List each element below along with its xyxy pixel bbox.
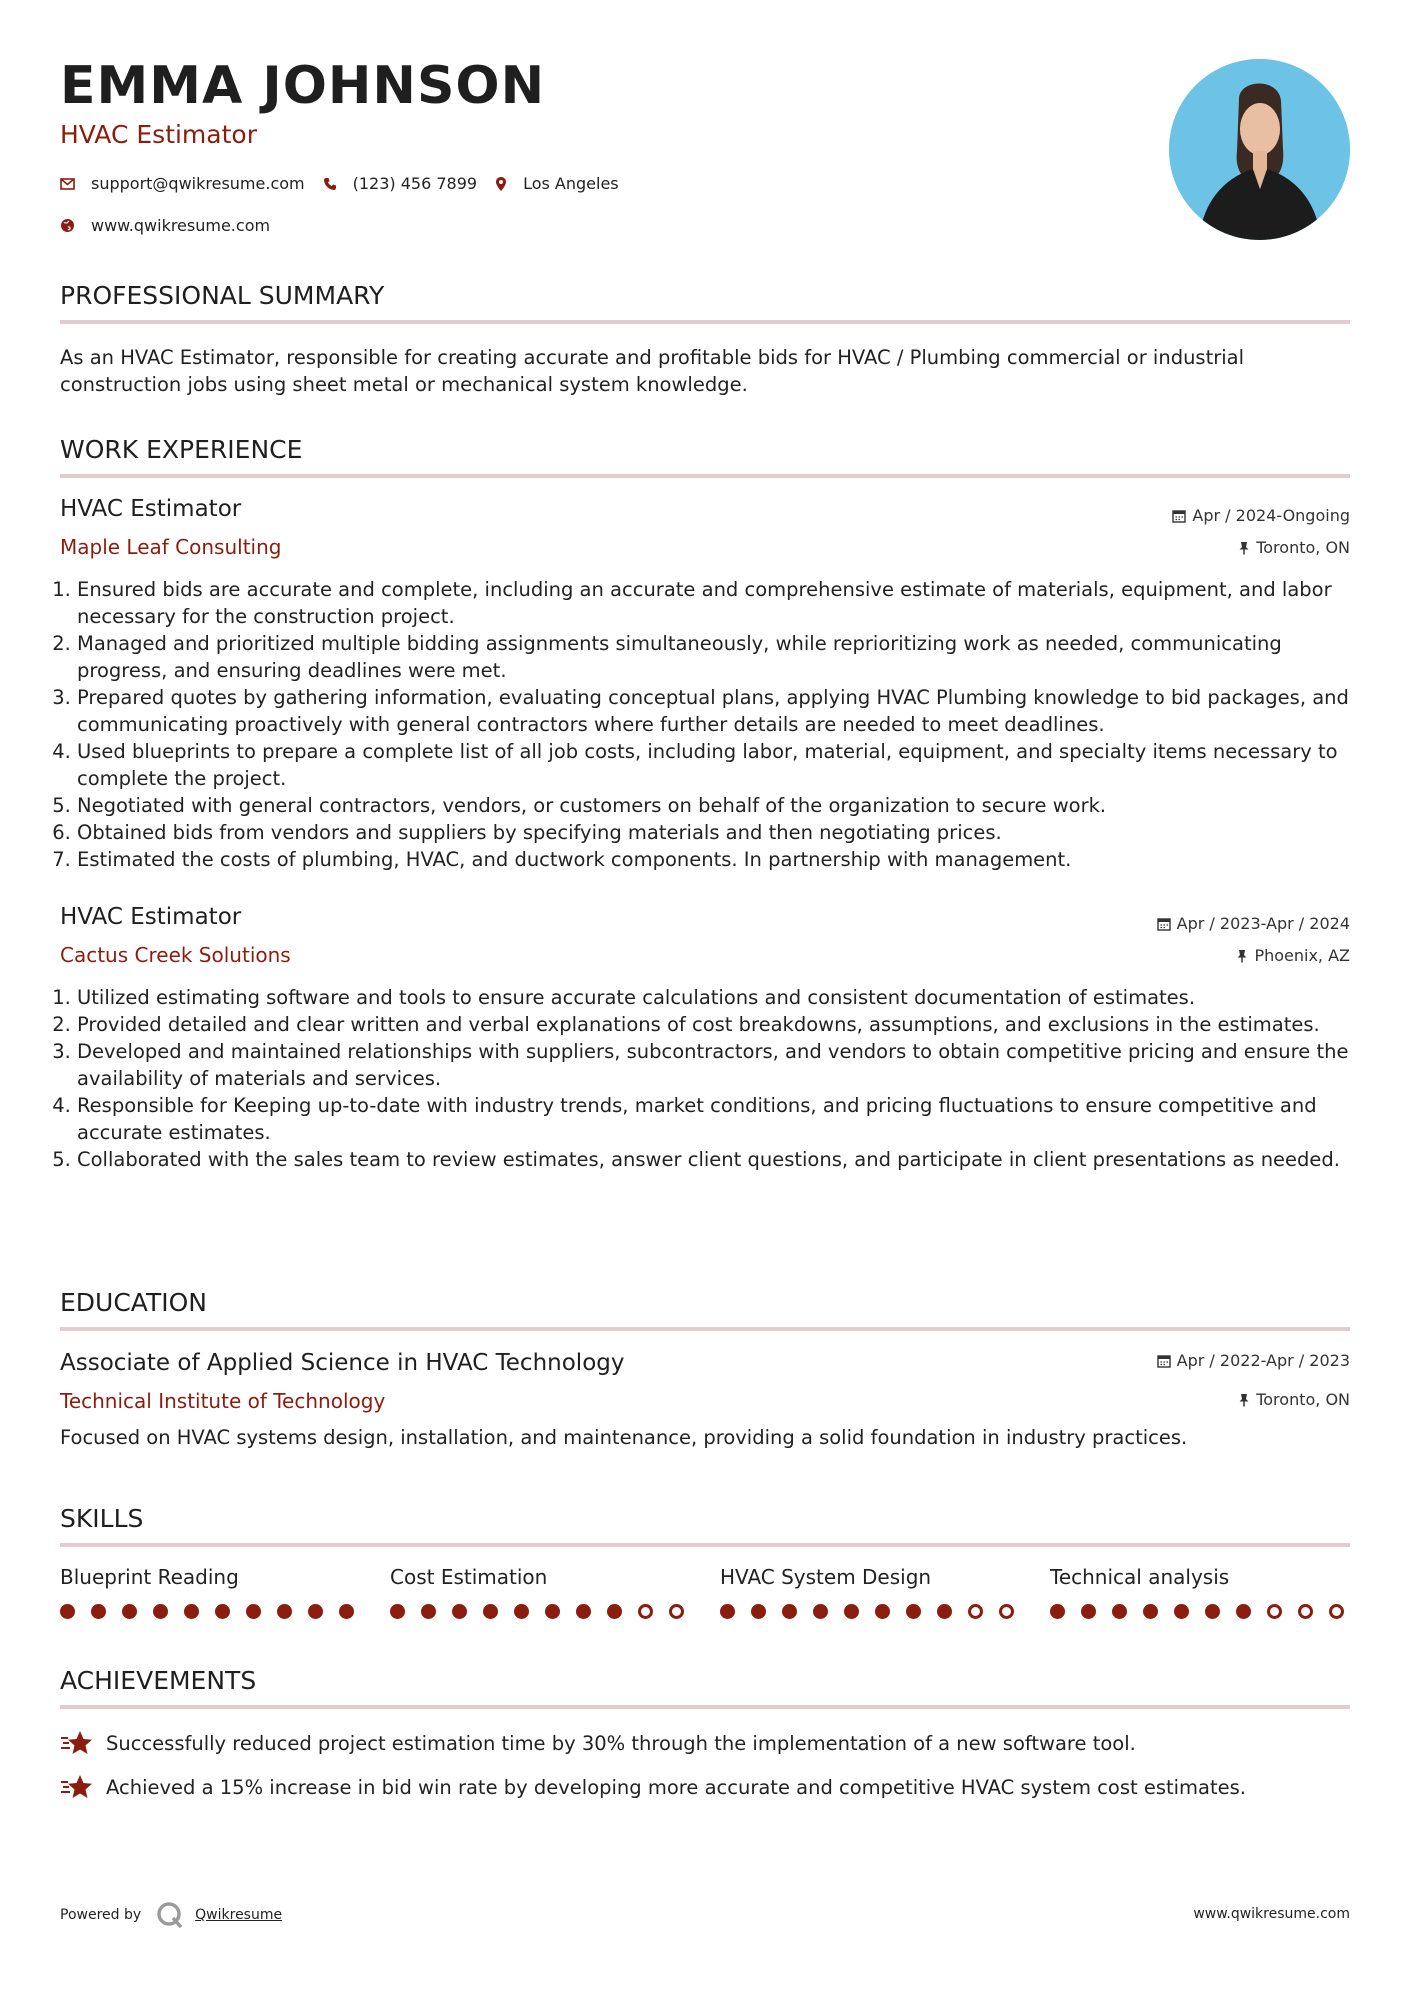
star-icon bbox=[60, 1729, 94, 1757]
list-item: 5. Negotiated with general contractors, vendors, or customers on behalf of the organization to secure work. bbox=[77, 792, 1362, 819]
list-item: 4. Responsible for Keeping up-to-date with industry trends, market conditions, and pricing fluctuations to ensure competitive and accurate estimates. bbox=[77, 1092, 1362, 1146]
job-location bbox=[1236, 946, 1350, 965]
job-location bbox=[1238, 538, 1350, 557]
company-name: Cactus Creek Solutions bbox=[60, 943, 291, 967]
skill-dot-filled bbox=[1236, 1604, 1251, 1619]
list-item: 5. Collaborated with the sales team to review estimates, answer client questions, and participate in client presentations as needed. bbox=[77, 1146, 1362, 1173]
skill-rating bbox=[720, 1604, 1020, 1619]
achievement-item bbox=[60, 1729, 1136, 1757]
skill-name: HVAC System Design bbox=[720, 1565, 932, 1589]
footer-powered-by bbox=[60, 1900, 282, 1930]
candidate-title: HVAC Estimator bbox=[60, 120, 257, 149]
qwikresume-link[interactable]: Qwikresume bbox=[195, 1907, 283, 1923]
job-dates bbox=[1157, 914, 1350, 933]
qwikresume-logo-icon bbox=[155, 1900, 185, 1930]
skill-item bbox=[1050, 1565, 1350, 1619]
job-dates bbox=[1172, 506, 1350, 525]
skill-dot-filled bbox=[308, 1604, 323, 1619]
education-description: Focused on HVAC systems design, installation, and maintenance, providing a solid foundation in industry practices. bbox=[60, 1426, 1188, 1449]
skill-dot-filled bbox=[277, 1604, 292, 1619]
profile-photo-illustration bbox=[1169, 59, 1350, 240]
skill-rating bbox=[1050, 1604, 1350, 1619]
education-heading: EDUCATION bbox=[60, 1288, 1350, 1331]
list-item: 2. Provided detailed and clear written and verbal explanations of cost breakdowns, assumptions, and exclusions in the estimates. bbox=[77, 1011, 1362, 1038]
list-item: 2. Managed and prioritized multiple bidding assignments simultaneously, while reprioritizing work as needed, communicating progress, and ensuring deadlines were met. bbox=[77, 630, 1362, 684]
contact-row-1 bbox=[60, 174, 637, 193]
phone-text: (123) 456 7899 bbox=[352, 174, 478, 193]
job-title: HVAC Estimator bbox=[60, 904, 242, 930]
email-text: support@qwikresume.com bbox=[91, 174, 305, 193]
education-location-text: Toronto, ON bbox=[1256, 1390, 1350, 1409]
skill-dot-filled bbox=[184, 1604, 199, 1619]
star-icon bbox=[60, 1773, 94, 1801]
skill-rating bbox=[60, 1604, 360, 1619]
skill-dot-empty bbox=[638, 1604, 653, 1619]
skill-dot-filled bbox=[844, 1604, 859, 1619]
skill-dot-empty bbox=[1329, 1604, 1344, 1619]
skill-dot-filled bbox=[122, 1604, 137, 1619]
education-location bbox=[1238, 1390, 1350, 1409]
email-contact[interactable] bbox=[60, 174, 305, 193]
list-item: 1. Utilized estimating software and tools to ensure accurate calculations and consistent documentation of estimates. bbox=[77, 984, 1362, 1011]
skill-dot-filled bbox=[483, 1604, 498, 1619]
summary-text: As an HVAC Estimator, responsible for creating accurate and profitable bids for HVAC / Plumbing commercial or industrial construction jobs using sheet metal or mechanical system knowledge. bbox=[60, 346, 1245, 396]
skill-dot-empty bbox=[1298, 1604, 1313, 1619]
phone-contact[interactable] bbox=[323, 174, 477, 193]
list-item: 3. Developed and maintained relationships with suppliers, subcontractors, and vendors to obtain competitive pricing and ensure the availability of materials and services. bbox=[77, 1038, 1362, 1092]
skill-dot-filled bbox=[720, 1604, 735, 1619]
achievement-text: Successfully reduced project estimation time by 30% through the implementation of a new software tool. bbox=[106, 1731, 1136, 1755]
skill-dot-filled bbox=[813, 1604, 828, 1619]
globe-icon bbox=[60, 218, 75, 233]
skill-dot-filled bbox=[576, 1604, 591, 1619]
skill-dot-filled bbox=[751, 1604, 766, 1619]
footer-url[interactable]: www.qwikresume.com bbox=[1193, 1906, 1350, 1922]
skill-dot-filled bbox=[339, 1604, 354, 1619]
skill-dot-filled bbox=[782, 1604, 797, 1619]
summary-heading: PROFESSIONAL SUMMARY bbox=[60, 281, 1350, 324]
powered-by-label: Powered by bbox=[60, 1907, 142, 1923]
map-pin-icon bbox=[495, 176, 507, 192]
location-text: Los Angeles bbox=[523, 174, 619, 193]
skill-dot-filled bbox=[390, 1604, 405, 1619]
candidate-name: EMMA JOHNSON bbox=[60, 56, 546, 116]
skill-dot-filled bbox=[246, 1604, 261, 1619]
contact-row-2 bbox=[60, 216, 288, 235]
phone-icon bbox=[323, 177, 337, 191]
skill-dot-filled bbox=[153, 1604, 168, 1619]
achievements-heading: ACHIEVEMENTS bbox=[60, 1666, 1350, 1709]
job-location-text: Toronto, ON bbox=[1256, 538, 1350, 557]
skill-dot-filled bbox=[215, 1604, 230, 1619]
skill-dot-filled bbox=[1143, 1604, 1158, 1619]
skill-dot-filled bbox=[937, 1604, 952, 1619]
experience-heading: WORK EXPERIENCE bbox=[60, 435, 1350, 478]
skill-dot-filled bbox=[60, 1604, 75, 1619]
skill-dot-filled bbox=[1174, 1604, 1189, 1619]
list-item: 6. Obtained bids from vendors and suppliers by specifying materials and then negotiating prices. bbox=[77, 819, 1362, 846]
school-name: Technical Institute of Technology bbox=[60, 1389, 386, 1413]
list-item: 3. Prepared quotes by gathering information, evaluating conceptual plans, applying HVAC Plumbing knowledge to bid packages, and communicating proactively with general contractors where further details are needed to meet deadlines. bbox=[77, 684, 1362, 738]
job-responsibilities bbox=[60, 984, 1362, 1173]
calendar-icon bbox=[1157, 917, 1171, 931]
envelope-icon bbox=[60, 178, 75, 190]
skill-dot-empty bbox=[1267, 1604, 1282, 1619]
website-contact[interactable] bbox=[60, 216, 270, 235]
skill-dot-filled bbox=[1112, 1604, 1127, 1619]
skill-item bbox=[390, 1565, 690, 1619]
list-item: 7. Estimated the costs of plumbing, HVAC, and ductwork components. In partnership with management. bbox=[77, 846, 1362, 873]
skill-dot-filled bbox=[514, 1604, 529, 1619]
skill-dot-filled bbox=[1050, 1604, 1065, 1619]
skill-dot-filled bbox=[906, 1604, 921, 1619]
list-item: 4. Used blueprints to prepare a complete list of all job costs, including labor, material, equipment, and specialty items necessary to complete the project. bbox=[77, 738, 1362, 792]
skill-dot-filled bbox=[875, 1604, 890, 1619]
skill-name: Blueprint Reading bbox=[60, 1565, 239, 1589]
skill-dot-filled bbox=[1081, 1604, 1096, 1619]
skill-dot-filled bbox=[545, 1604, 560, 1619]
calendar-icon bbox=[1172, 509, 1186, 523]
skill-dot-filled bbox=[1205, 1604, 1220, 1619]
achievement-text: Achieved a 15% increase in bid win rate by developing more accurate and competitive HVAC system cost estimates. bbox=[106, 1775, 1246, 1799]
skill-dot-filled bbox=[607, 1604, 622, 1619]
calendar-icon bbox=[1157, 1354, 1171, 1368]
job-title: HVAC Estimator bbox=[60, 496, 242, 522]
achievement-item bbox=[60, 1773, 1246, 1801]
skill-dot-filled bbox=[452, 1604, 467, 1619]
company-name: Maple Leaf Consulting bbox=[60, 535, 282, 559]
website-text: www.qwikresume.com bbox=[91, 216, 271, 235]
skill-name: Cost Estimation bbox=[390, 1565, 548, 1589]
skill-dot-filled bbox=[91, 1604, 106, 1619]
skill-dot-empty bbox=[669, 1604, 684, 1619]
skill-item bbox=[60, 1565, 360, 1619]
skill-item bbox=[720, 1565, 1020, 1619]
education-dates-text: Apr / 2022-Apr / 2023 bbox=[1176, 1351, 1350, 1370]
education-dates bbox=[1157, 1351, 1350, 1370]
skill-dot-empty bbox=[999, 1604, 1014, 1619]
skills-heading: SKILLS bbox=[60, 1504, 1350, 1547]
profile-photo bbox=[1169, 59, 1350, 240]
skill-rating bbox=[390, 1604, 690, 1619]
job-dates-text: Apr / 2024-Ongoing bbox=[1192, 506, 1350, 525]
skill-name: Technical analysis bbox=[1050, 1565, 1230, 1589]
skill-dot-filled bbox=[421, 1604, 436, 1619]
list-item: 1. Ensured bids are accurate and complete, including an accurate and comprehensive estimate of materials, equipment, and labor necessary for the construction project. bbox=[77, 576, 1362, 630]
job-responsibilities bbox=[60, 576, 1362, 873]
degree-title: Associate of Applied Science in HVAC Technology bbox=[60, 1350, 625, 1376]
skill-dot-empty bbox=[968, 1604, 983, 1619]
pushpin-icon bbox=[1236, 949, 1248, 963]
pushpin-icon bbox=[1238, 1393, 1250, 1407]
job-dates-text: Apr / 2023-Apr / 2024 bbox=[1176, 914, 1350, 933]
pushpin-icon bbox=[1238, 541, 1250, 555]
job-location-text: Phoenix, AZ bbox=[1254, 946, 1350, 965]
location-contact bbox=[495, 174, 619, 193]
